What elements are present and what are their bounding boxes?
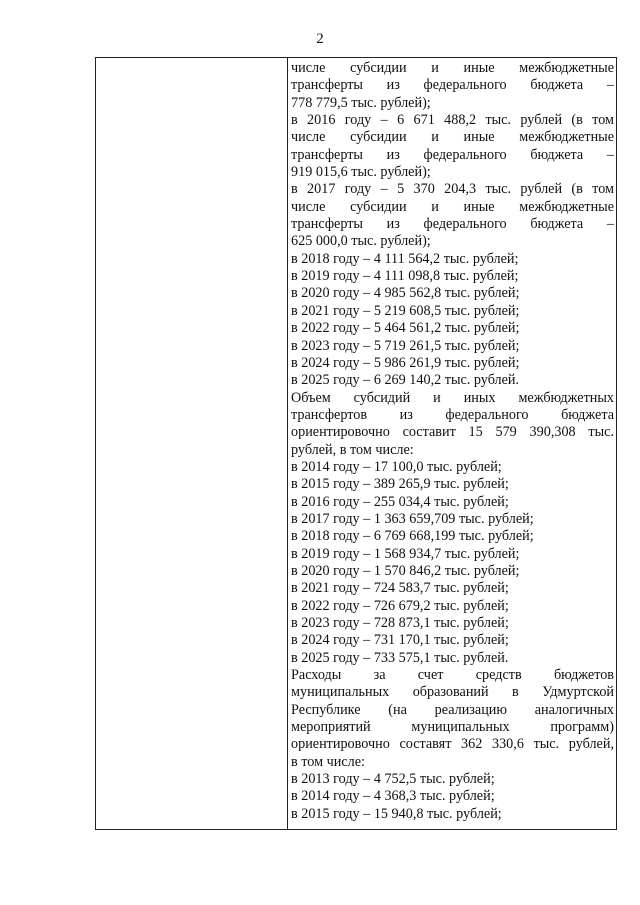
column-divider <box>287 57 288 830</box>
text-line: 778 779,5 тыс. рублей); <box>291 94 431 111</box>
text-line: 625 000,0 тыс. рублей); <box>291 233 431 250</box>
text-line: в 2014 году – 4 368,3 тыс. рублей; <box>291 788 495 805</box>
text-line: числе субсидии и иные межбюджетные <box>291 60 614 76</box>
text-line: в 2022 году – 726 679,2 тыс. рублей; <box>291 597 509 614</box>
text-line: трансферты из федерального бюджета – <box>291 77 614 94</box>
text-line: Расходы за счет средств бюджетов <box>291 667 614 684</box>
text-line: в 2025 году – 733 575,1 тыс. рублей. <box>291 649 509 666</box>
text-line: 919 015,6 тыс. рублей); <box>291 164 431 181</box>
text-line: в 2014 году – 17 100,0 тыс. рублей; <box>291 458 502 475</box>
text-line: в 2015 году – 389 265,9 тыс. рублей; <box>291 476 509 493</box>
text-line: в 2013 году – 4 752,5 тыс. рублей; <box>291 771 495 788</box>
text-line: муниципальных образований в Удмуртской <box>291 684 614 701</box>
text-line: в 2019 году – 1 568 934,7 тыс. рублей; <box>291 545 520 562</box>
table-right-cell <box>291 60 614 823</box>
text-line: числе субсидии и иные межбюджетные <box>291 129 614 146</box>
text-line: в 2017 году – 1 363 659,709 тыс. рублей; <box>291 510 534 527</box>
text-line: в 2015 году – 15 940,8 тыс. рублей; <box>291 805 502 822</box>
text-line: в 2023 году – 5 719 261,5 тыс. рублей; <box>291 337 520 354</box>
text-line: в 2023 году – 728 873,1 тыс. рублей; <box>291 615 509 631</box>
page-number: 2 <box>316 31 324 47</box>
text-line: в 2024 году – 731 170,1 тыс. рублей; <box>291 632 509 649</box>
text-line: Объем субсидий и иных межбюджетных <box>291 389 614 406</box>
text-line: ориентировочно составит 15 579 390,308 тыс. <box>291 424 614 441</box>
text-line: в 2018 году – 4 111 564,2 тыс. рублей; <box>291 250 519 267</box>
text-line: в 2020 году – 4 985 562,8 тыс. рублей; <box>291 285 520 302</box>
text-line: мероприятий муниципальных программ) <box>291 719 614 736</box>
text-line: в 2017 году – 5 370 204,3 тыс. рублей (в том <box>291 181 614 198</box>
text-line: в 2022 году – 5 464 561,2 тыс. рублей; <box>291 320 520 337</box>
text-line: в 2024 году – 5 986 261,9 тыс. рублей; <box>291 354 520 371</box>
text-line: в 2021 году – 724 583,7 тыс. рублей; <box>291 580 509 597</box>
text-line: трансферты из федерального бюджета – <box>291 216 614 233</box>
text-line: рублей, в том числе: <box>291 441 414 458</box>
text-line: в 2019 году – 4 111 098,8 тыс. рублей; <box>291 268 519 285</box>
text-line: в 2016 году – 6 671 488,2 тыс. рублей (в том <box>291 112 614 129</box>
text-line: в 2016 году – 255 034,4 тыс. рублей; <box>291 493 509 510</box>
text-line: трансферты из федерального бюджета – <box>291 146 614 163</box>
table-left-cell <box>96 58 286 829</box>
text-line: числе субсидии и иные межбюджетные <box>291 198 614 215</box>
text-line: ориентировочно составят 362 330,6 тыс. рублей, <box>291 736 614 753</box>
text-line: в 2025 году – 6 269 140,2 тыс. рублей. <box>291 372 520 389</box>
text-line: в 2020 году – 1 570 846,2 тыс. рублей; <box>291 562 520 579</box>
text-line: Республике (на реализацию аналогичных <box>291 701 614 718</box>
text-line: трансфертов из федерального бюджета <box>291 406 614 423</box>
text-line: в 2021 году – 5 219 608,5 тыс. рублей; <box>291 302 520 319</box>
text-line: в 2018 году – 6 769 668,199 тыс. рублей; <box>291 528 534 545</box>
text-line: в том числе: <box>291 753 365 770</box>
